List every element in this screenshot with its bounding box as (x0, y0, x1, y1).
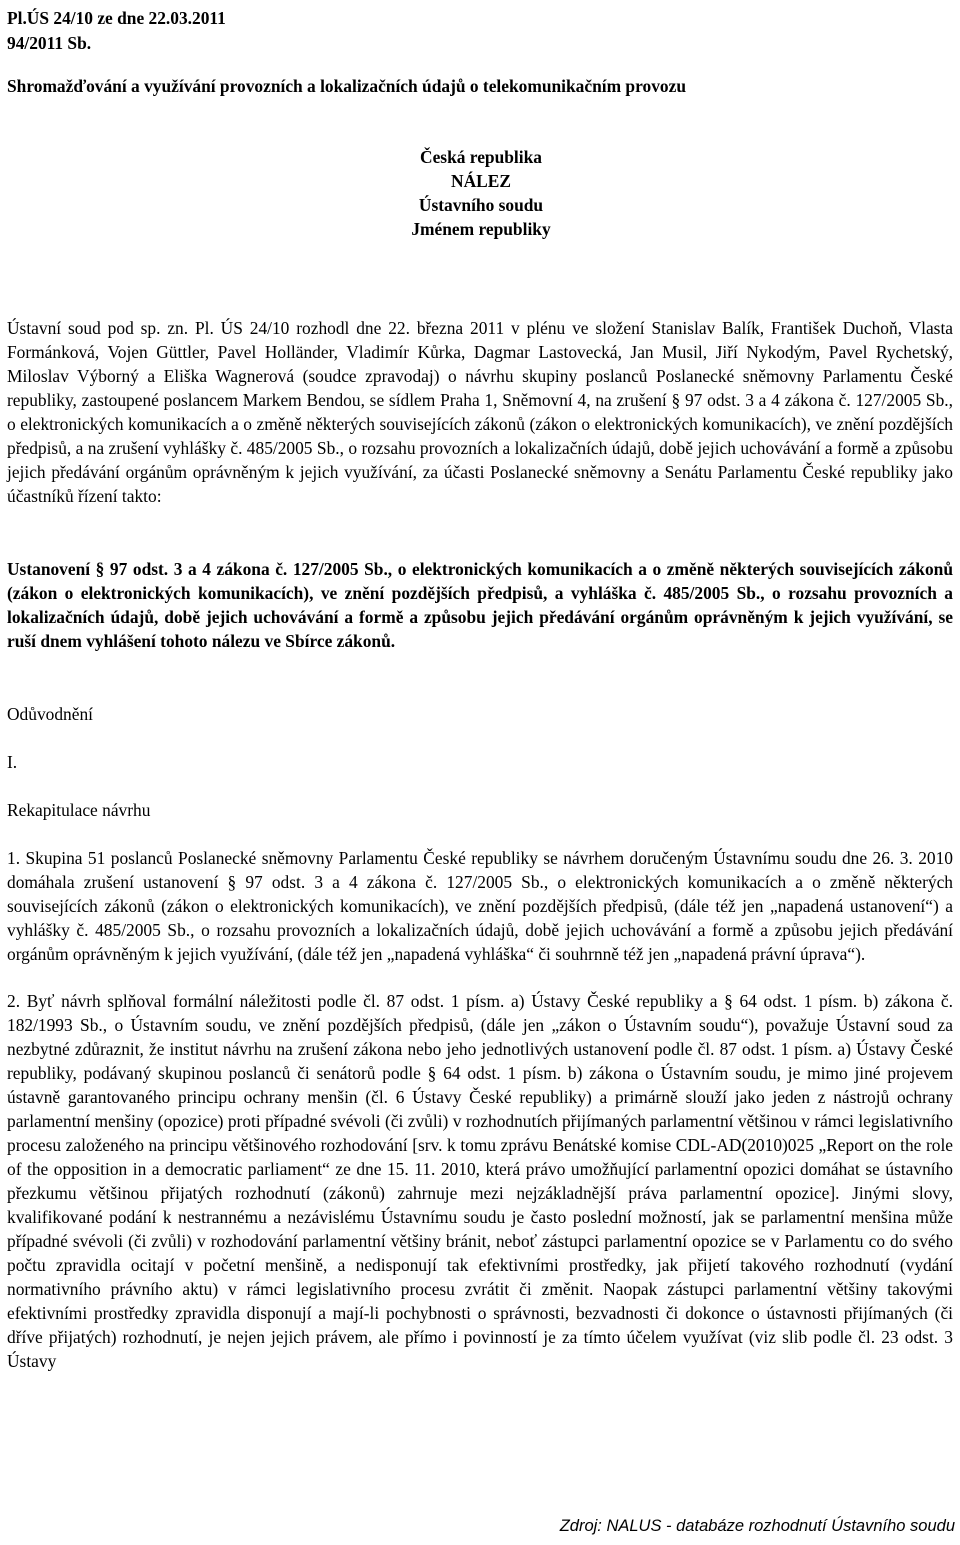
verdict-paragraph: Ustanovení § 97 odst. 3 a 4 zákona č. 127/2005 Sb., o elektronických komunikacích a o změně některých souvisejících zákonů (zákon o elektronických komunikacích), ve znění pozdějších předpisů, a vyhláška č. 485/2005 Sb., o rozsahu provozních a lokalizačních údajů, době jejich uchovávání a formě a způsobu jejich předávání orgánům oprávněným k jejich využívání, se ruší dnem vyhlášení tohoto nálezu ve Sbírce zákonů. (7, 559, 953, 651)
intro-paragraph: Ústavní soud pod sp. zn. Pl. ÚS 24/10 rozhodl dne 22. března 2011 v plénu ve složení Stanislav Balík, František Duchoň, Vlasta Formánková, Vojen Güttler, Pavel Holländer, Vladimír Kůrka, Dagmar Lastovecká, Jan Musil, Jiří Nykodým, Pavel Rychetský, Miloslav Výborný a Eliška Wagnerová (soudce zpravodaj) o návrhu skupiny poslanců Poslanecké sněmovny Parlamentu České republiky, zastoupené poslancem Markem Bendou, se sídlem Praha 1, Sněmovní 4, na zrušení § 97 odst. 3 a 4 zákona č. 127/2005 Sb., o elektronických komunikacích a o změně některých souvisejících zákonů (zákon o elektronických komunikacích), ve znění pozdějších předpisů, a na zrušení vyhlášky č. 485/2005 Sb., o rozsahu provozních a lokalizačních údajů, době jejich uchovávání a formě a způsobu jejich předávání orgánům oprávněným k jejich využívání, za účasti Poslanecké sněmovny a Senátu Parlamentu České republiky jako účastníků řízení takto: (7, 318, 953, 506)
heading-court: Ústavního soudu (418, 195, 544, 215)
heading-country: Česká republika (420, 147, 542, 167)
collection-number: 94/2011 Sb. (7, 33, 92, 53)
section-number: I. (7, 752, 18, 772)
paragraph-2: 2. Byť návrh splňoval formální náležitosti podle čl. 87 odst. 1 písm. a) Ústavy České republiky a § 64 odst. 1 písm. b) zákona č. 182/1993 Sb., o Ústavním soudu, ve znění pozdějších předpisů, (dále jen „zákon o Ústavním soudu“), považuje Ústavní soud za nezbytné zdůraznit, že institut návrhu na zrušení zákona nebo jeho jednotlivých ustanovení podle čl. 87 odst. 1 písm. a) Ústavy České republiky, podávaný skupinou poslanců či senátorů podle § 64 odst. 1 písm. b) zákona o Ústavním soudu, je mimo jiné projevem ústavně garantovaného principu ochrany menšin (čl. 6 Ústavy České republiky) a primárně slouží jako jeden z nástrojů ochrany parlamentní menšiny (opozice) proti případné svévoli (či zvůli) v rozhodnutích přijímaných parlamentní většinou v rámci legislativního procesu založeného na principu většinového rozhodování [srv. k tomu zprávu Benátské komise CDL-AD(2010)025 „Report on the role of the opposition in a democratic parliament“ ze dne 15. 11. 2010, která právo umožňující parlamentní opozici domáhat se ústavního přezkumu většinou přijatých rozhodnutí (zákonů) zahrnuje mezi nejzákladnější práva parlamentní opozice]. Jinými slovy, kvalifikované podání k nestrannému a nezávislému Ústavnímu soudu je často poslední možností, jak se parlamentní menšina může případné svévoli (či zvůli) v rozhodování parlamentní většiny bránit, neboť zástupci parlamentní opozice se v Parlamentu co do svého počtu zpravidla ocitají v početní menšině, a nedisponují tak efektivními prostředky, jak přijetí takového rozhodnutí (vydání normativního právního aktu) v rámci legislativního procesu zvrátit či změnit. Naopak zástupci parlamentní většiny takovými efektivními prostředky zpravidla disponují a mají-li pochybnosti o správnosti, bezvadnosti či dokonce o ústavnosti přijímaných (či dříve přijatých) rozhodnutí, je nejen jejich právem, ale přímo i povinností je za tímto účelem využívat (viz slib podle čl. 23 odst. 3 Ústavy (7, 991, 953, 1371)
subsection-heading: Rekapitulace návrhu (7, 800, 151, 820)
paragraph-1: 1. Skupina 51 poslanců Poslanecké sněmovny Parlamentu České republiky se návrhem doručeným Ústavnímu soudu dne 26. 3. 2010 domáhala zrušení ustanovení § 97 odst. 3 a 4 zákona č. 127/2005 Sb., o elektronických komunikacích a o změně některých souvisejících zákonů (zákon o elektronických komunikacích), ve znění pozdějších předpisů, (dále též jen „napadená ustanovení“) a vyhlášky č. 485/2005 Sb., o rozsahu provozních a lokalizačních údajů, době jejich uchovávání a formě a způsobu jejich předávání orgánům oprávněným k jejich využívání, (dále též jen „napadená vyhláška“ či souhrnně též jen „napadená právní úprava“). (7, 848, 953, 964)
center-heading (7, 145, 955, 241)
heading-type: NÁLEZ (451, 171, 511, 191)
document-title: Shromažďování a využívání provozních a lokalizačních údajů o telekomunikačním provozu (7, 76, 686, 96)
section-heading: Odůvodnění (7, 704, 93, 724)
document-reference: Pl.ÚS 24/10 ze dne 22.03.2011 (7, 8, 226, 28)
source-footer: Zdroj: NALUS - databáze rozhodnutí Ústavního soudu (559, 1517, 955, 1535)
heading-republic: Jménem republiky (411, 219, 551, 239)
